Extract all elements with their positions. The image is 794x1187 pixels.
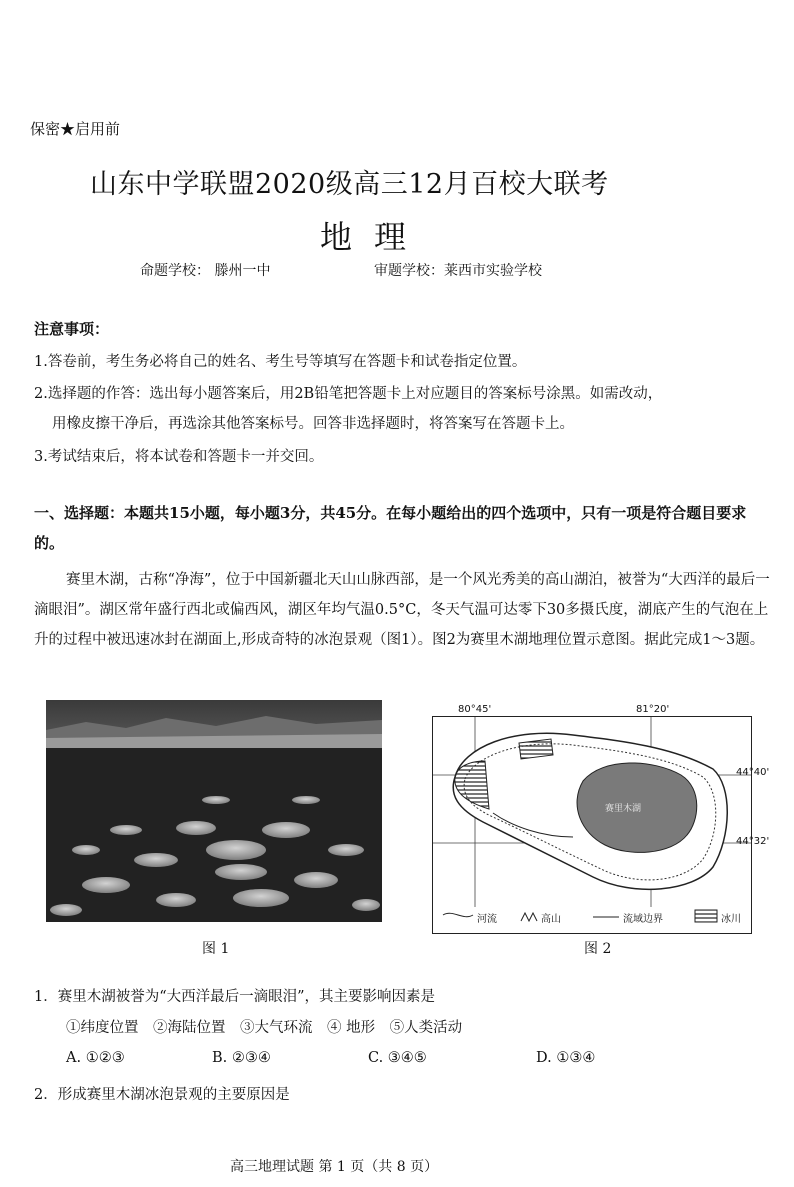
notice-item: 1.答卷前，考生务必将自己的姓名、考生号等填写在答题卡和试卷指定位置。 bbox=[34, 354, 527, 370]
map-lat-bottom: 44°32' bbox=[736, 836, 770, 847]
confidential-mark: 保密★启用前 bbox=[30, 120, 121, 138]
setter-school: 命题学校： 滕州一中 bbox=[140, 263, 271, 279]
legend-river: 河流 bbox=[477, 914, 497, 925]
section-heading: 一、选择题：本题共15小题，每小题3分，共45分。在每小题给出的四个选项中，只有一项是符合题目要求的。 bbox=[34, 504, 747, 552]
question-1-factors: ①纬度位置 ②海陆位置 ③大气环流 ④ 地形 ⑤人类活动 bbox=[66, 1020, 463, 1036]
option-a: A. ①②③ bbox=[66, 1050, 125, 1066]
option-c: C. ③④⑤ bbox=[368, 1050, 427, 1066]
map-lon-right: 81°20' bbox=[636, 704, 670, 715]
option-d: D. ①③④ bbox=[536, 1050, 596, 1066]
notice-title: 注意事项： bbox=[34, 320, 110, 338]
figure-1-caption: 图 1 bbox=[202, 941, 230, 957]
ice-bubble-illustration bbox=[46, 700, 382, 922]
legend-mountain: 高山 bbox=[541, 914, 561, 925]
map-lon-left: 80°45' bbox=[458, 704, 492, 715]
notice-item: 3.考试结束后，将本试卷和答题卡一并交回。 bbox=[34, 449, 324, 465]
subject-title: 地理 bbox=[320, 218, 429, 256]
question-2-stem: 2．形成赛里木湖冰泡景观的主要原因是 bbox=[34, 1087, 290, 1103]
notice-item: 用橡皮擦干净后，再选涂其他答案标号。回答非选择题时，将答案写在答题卡上。 bbox=[52, 416, 574, 432]
passage-text: 赛里木湖，古称“净海”，位于中国新疆北天山山脉西部，是一个风光秀美的高山湖泊，被誉为“大西洋的最后一滴眼泪”。湖区常年盛行西北或偏西风，湖区年均气温0.5°C，冬天气温可达零下30多摄氏度，湖底产生的气泡在上升的过程中被迅速冰封在湖面上,形成奇特的冰泡景观（图1）。图2为赛里木湖地理位置示意图。据此完成1～3题。 bbox=[34, 572, 770, 648]
legend-glacier: 冰川 bbox=[721, 914, 741, 925]
notice-item: 2.选择题的作答：选出每小题答案后，用2B铅笔把答题卡上对应题目的答案标号涂黑。如需改动， bbox=[34, 386, 663, 402]
reviewer-school: 审题学校：莱西市实验学校 bbox=[374, 263, 542, 279]
map-lake-label: 赛里木湖 bbox=[605, 804, 642, 814]
page-footer: 高三地理试题 第 1 页（共 8 页） bbox=[230, 1159, 439, 1175]
exam-title: 山东中学联盟2020级高三12月百校大联考 bbox=[90, 169, 609, 200]
lake-map-illustration bbox=[433, 717, 751, 933]
figure-2-caption: 图 2 bbox=[584, 941, 612, 957]
map-lat-top: 44°40' bbox=[736, 767, 770, 778]
ice-bubble-photo bbox=[46, 700, 382, 922]
option-b: B. ②③④ bbox=[212, 1050, 271, 1066]
location-map bbox=[432, 716, 752, 934]
question-1-stem: 1．赛里木湖被誉为“大西洋最后一滴眼泪”，其主要影响因素是 bbox=[34, 989, 436, 1005]
legend-boundary: 流域边界 bbox=[623, 914, 663, 925]
